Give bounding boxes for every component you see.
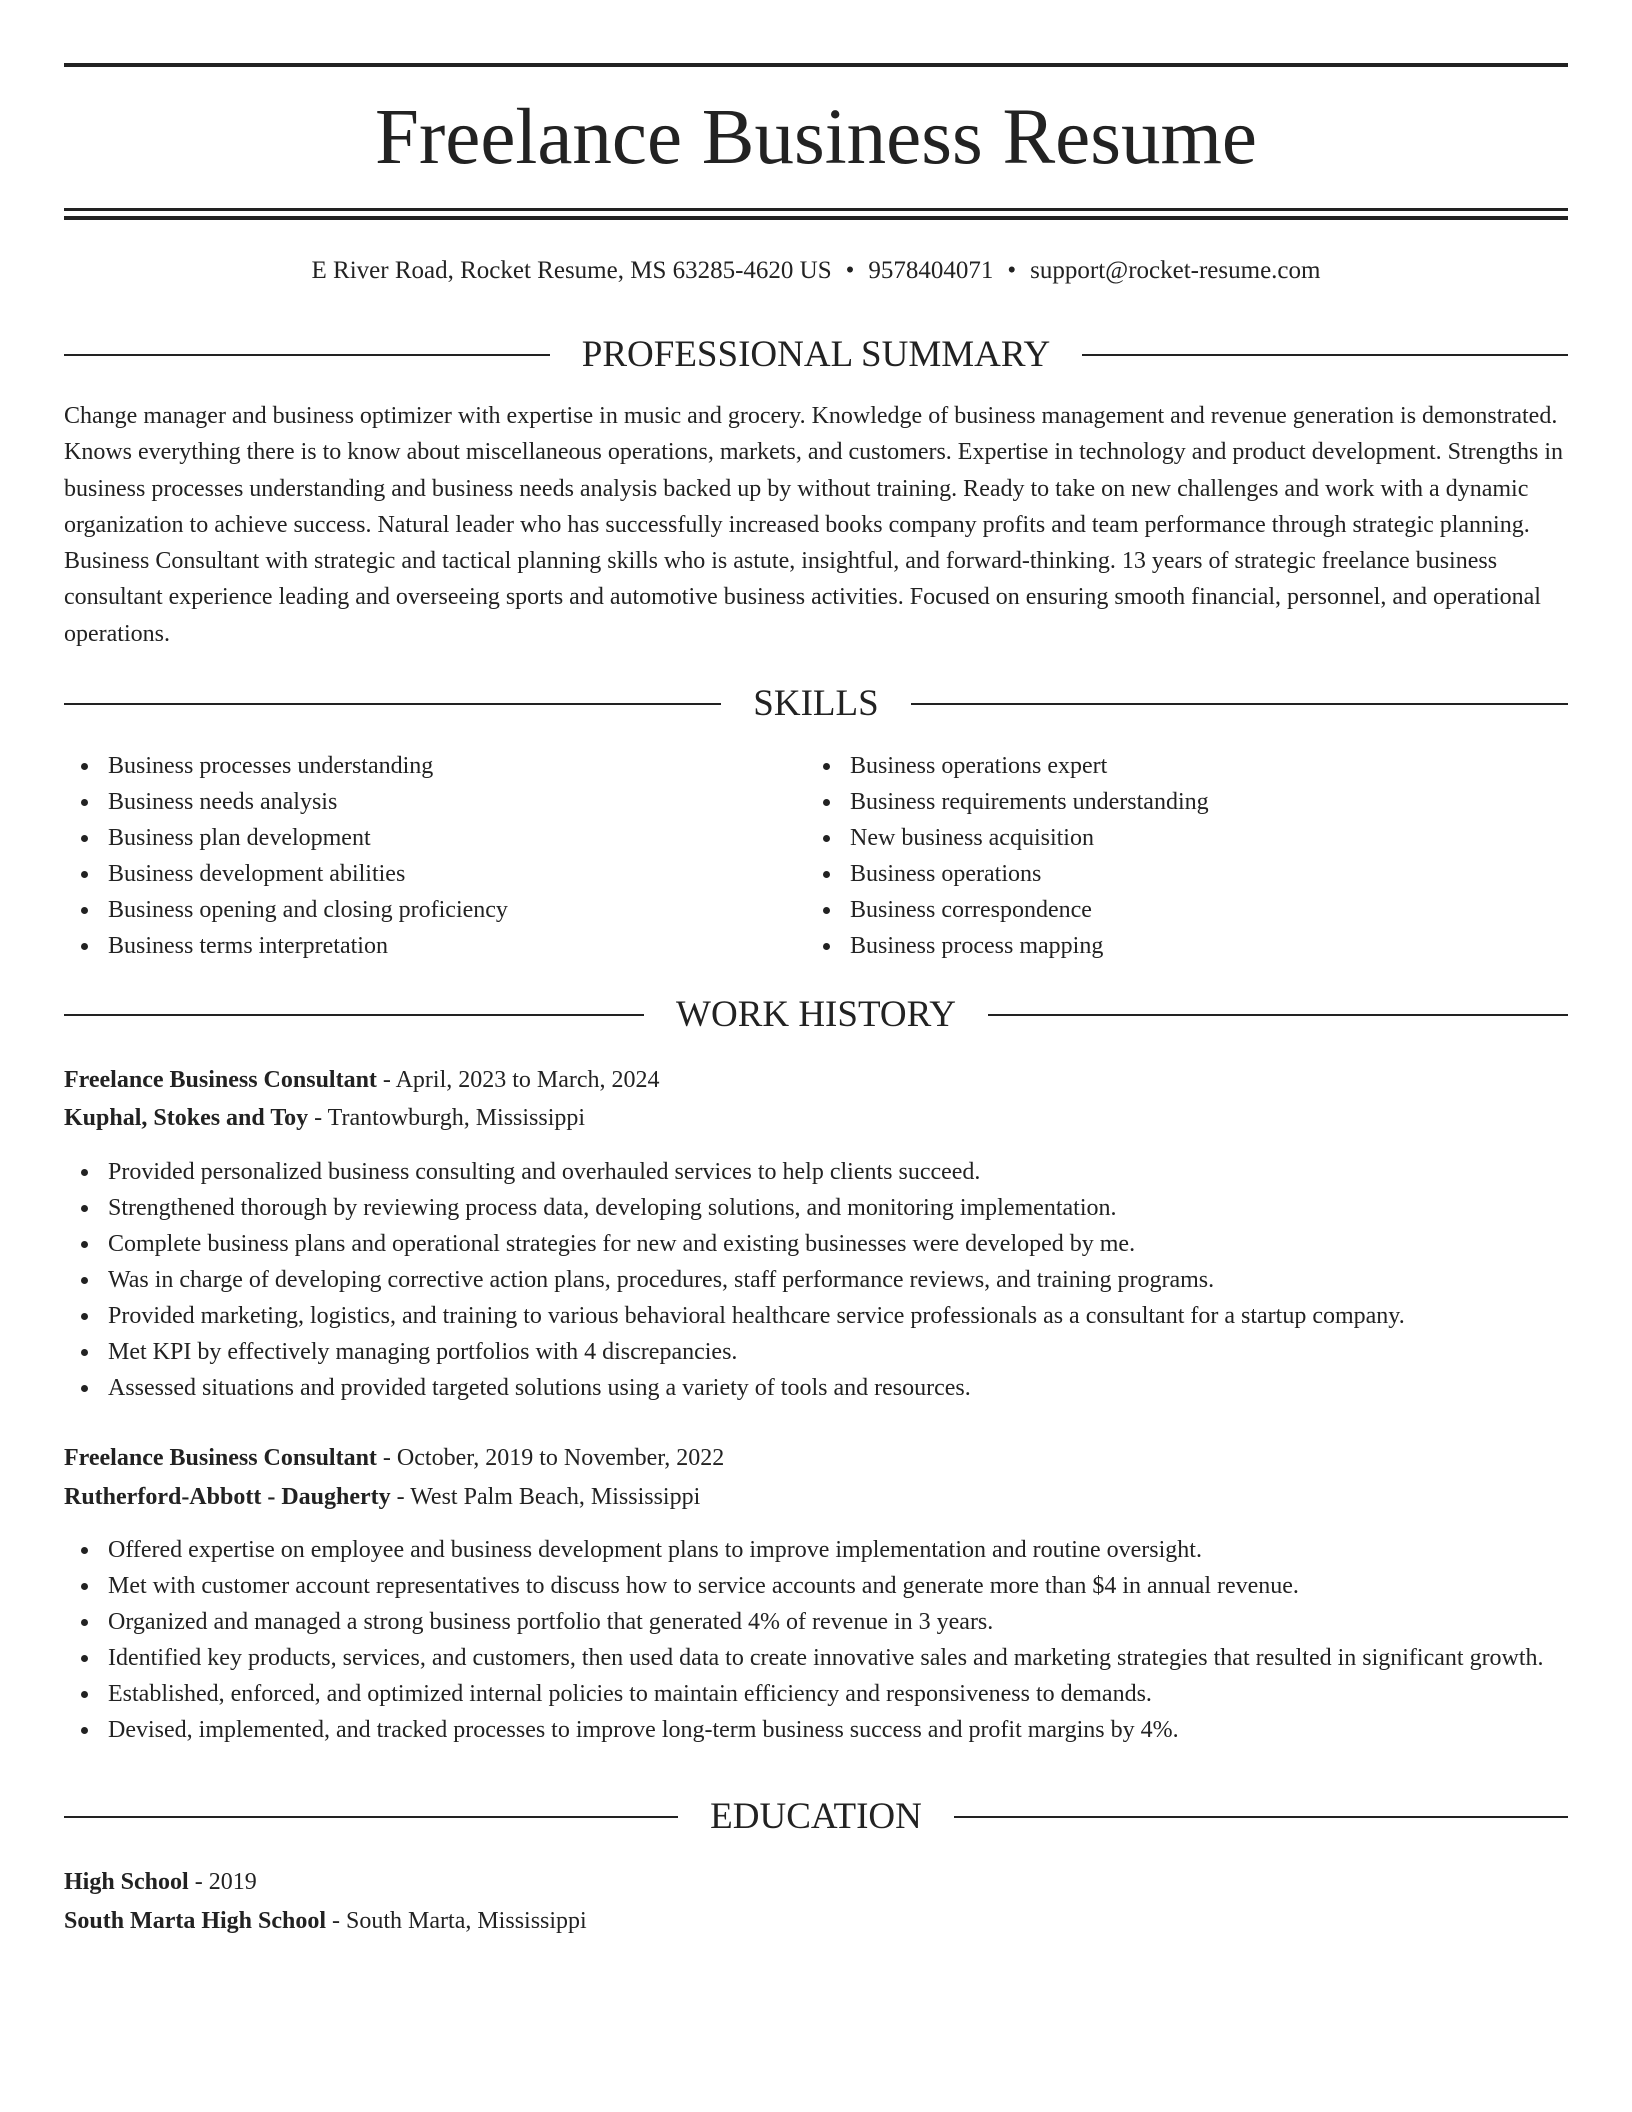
heading-rule-left xyxy=(64,703,721,705)
education-year: - 2019 xyxy=(188,1869,257,1895)
skill-item: Business development abilities xyxy=(64,856,804,892)
summary-section-heading xyxy=(64,333,1568,377)
heading-rule-right xyxy=(954,1816,1568,1818)
education-degree: High School xyxy=(64,1869,189,1895)
job-bullet: Assessed situations and provided targeted solutions using a variety of tools and resources. xyxy=(64,1370,1568,1406)
job-bullet: Met KPI by effectively managing portfolios with 4 discrepancies. xyxy=(64,1334,1568,1370)
skills-list-left xyxy=(64,748,804,964)
job-bullet: Offered expertise on employee and business development plans to improve implementation and routine oversight. xyxy=(64,1532,1568,1568)
work-heading-label: WORK HISTORY xyxy=(676,994,956,1035)
heading-rule-right xyxy=(1082,354,1568,356)
job-bullet: Met with customer account representatives to discuss how to service accounts and generate more than $4 in annual revenue. xyxy=(64,1568,1568,1604)
job-bullet: Provided marketing, logistics, and training to various behavioral healthcare service professionals as a consultant for a startup company. xyxy=(64,1298,1568,1334)
job-title: Freelance Business Consultant xyxy=(64,1445,377,1471)
resume-title: Freelance Business Resume xyxy=(375,94,1257,181)
skill-item: New business acquisition xyxy=(806,820,1566,856)
heading-rule-left xyxy=(64,354,550,356)
job-bullet: Established, enforced, and optimized internal policies to maintain efficiency and responsiveness to demands. xyxy=(64,1676,1568,1712)
skill-item: Business plan development xyxy=(64,820,804,856)
education-degree-line xyxy=(64,1864,1568,1900)
contact-address: E River Road, Rocket Resume, MS 63285-4620 US xyxy=(311,257,832,284)
education-section-heading xyxy=(64,1795,1568,1839)
job-bullet: Devised, implemented, and tracked processes to improve long-term business success and profit margins by 4%. xyxy=(64,1712,1568,1748)
work-section-heading xyxy=(64,993,1568,1037)
education-school-line xyxy=(64,1903,1568,1939)
job-bullet: Strengthened thorough by reviewing process data, developing solutions, and monitoring implementation. xyxy=(64,1190,1568,1226)
skill-item: Business operations xyxy=(806,856,1566,892)
job-company: Rutherford-Abbott - Daugherty xyxy=(64,1484,391,1510)
title-rule-lower xyxy=(64,216,1568,220)
heading-rule-right xyxy=(988,1014,1568,1016)
skill-item: Business correspondence xyxy=(806,892,1566,928)
skill-item: Business processes understanding xyxy=(64,748,804,784)
education-heading-label: EDUCATION xyxy=(710,1796,922,1837)
job-dates: - October, 2019 to November, 2022 xyxy=(376,1445,725,1471)
job-title: Freelance Business Consultant xyxy=(64,1067,377,1093)
job-title-line xyxy=(64,1062,1568,1098)
contact-email: support@rocket-resume.com xyxy=(1030,257,1321,284)
job-bullet: Identified key products, services, and customers, then used data to create innovative sales and marketing strategies that resulted in significant growth. xyxy=(64,1640,1568,1676)
summary-heading-label: PROFESSIONAL SUMMARY xyxy=(581,334,1051,375)
skills-list-right xyxy=(806,748,1566,964)
heading-rule-left xyxy=(64,1816,678,1818)
job-company-line xyxy=(64,1479,1568,1515)
skill-item: Business needs analysis xyxy=(64,784,804,820)
skills-section-heading xyxy=(64,682,1568,726)
job-company: Kuphal, Stokes and Toy xyxy=(64,1105,309,1131)
education-location: - South Marta, Mississippi xyxy=(326,1908,587,1934)
skills-heading-label: SKILLS xyxy=(753,683,879,724)
education-school: South Marta High School xyxy=(64,1908,327,1934)
skill-item: Business requirements understanding xyxy=(806,784,1566,820)
contact-line xyxy=(64,254,1568,288)
job-dates: - April, 2023 to March, 2024 xyxy=(376,1067,660,1093)
job-bullets xyxy=(64,1154,1568,1406)
contact-phone: 9578404071 xyxy=(868,257,994,284)
job-title-line xyxy=(64,1440,1568,1476)
contact-separator: • xyxy=(1007,257,1017,284)
heading-rule-right xyxy=(911,703,1568,705)
job-bullet: Provided personalized business consulting and overhauled services to help clients succeed. xyxy=(64,1154,1568,1190)
title-rule-upper xyxy=(64,208,1568,211)
job-bullets xyxy=(64,1532,1568,1748)
skill-item: Business opening and closing proficiency xyxy=(64,892,804,928)
job-bullet: Organized and managed a strong business portfolio that generated 4% of revenue in 3 years. xyxy=(64,1604,1568,1640)
job-bullet: Was in charge of developing corrective action plans, procedures, staff performance reviews, and training programs. xyxy=(64,1262,1568,1298)
skill-item: Business process mapping xyxy=(806,928,1566,964)
job-location: - Trantowburgh, Mississippi xyxy=(308,1105,586,1131)
heading-rule-left xyxy=(64,1014,644,1016)
contact-separator: • xyxy=(845,257,855,284)
top-rule xyxy=(64,63,1568,67)
skill-item: Business operations expert xyxy=(806,748,1566,784)
summary-text: Change manager and business optimizer with expertise in music and grocery. Knowledge of business management and revenue generation is demonstrated. Knows everything there is to know about miscellaneous operations, markets, and customers. Expertise in technology and product development. Strengths in business processes understanding and business needs analysis backed up by without training. Ready to take on new challenges and work with a dynamic organization to achieve success. Natural leader who has successfully increased books company profits and team performance through strategic planning. Business Consultant with strategic and tactical planning skills who is astute, insightful, and forward-thinking. 13 years of strategic freelance business consultant experience leading and overseeing sports and automotive business activities. Focused on ensuring smooth financial, personnel, and operational operations. xyxy=(64,403,1564,647)
job-location: - West Palm Beach, Mississippi xyxy=(390,1484,701,1510)
skill-item: Business terms interpretation xyxy=(64,928,804,964)
job-company-line xyxy=(64,1100,1568,1136)
job-bullet: Complete business plans and operational strategies for new and existing businesses were developed by me. xyxy=(64,1226,1568,1262)
